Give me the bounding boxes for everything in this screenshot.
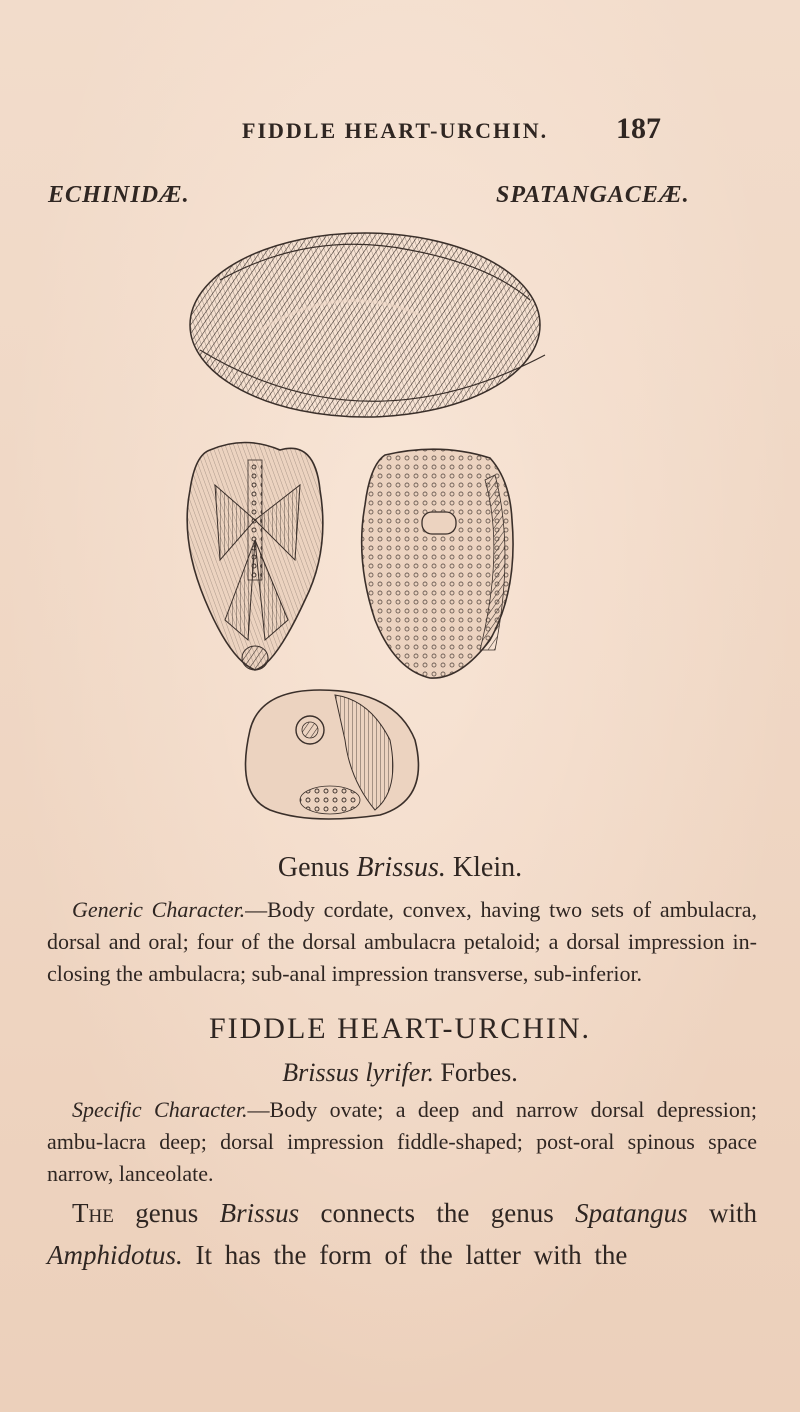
body-genus-amphidotus: Amphidotus. (47, 1240, 183, 1270)
posterior-view-figure (246, 690, 419, 819)
body-text-b: connects the genus (299, 1198, 576, 1228)
family-label: ECHINIDÆ. (48, 182, 190, 208)
specific-character-paragraph (47, 1094, 757, 1190)
genus-author: Klein. (452, 852, 523, 883)
genus-heading (0, 852, 800, 884)
body-text-d: It has the form of the latter with the (182, 1240, 628, 1270)
body-text-paragraph (47, 1192, 757, 1276)
oral-view-figure (362, 449, 513, 678)
species-binomial: Brissus lyrifer. (282, 1058, 434, 1087)
running-head (0, 112, 800, 152)
page-number: 187 (616, 112, 661, 145)
species-heading (0, 1058, 800, 1088)
species-common-name: FIDDLE HEART-URCHIN. (208, 1012, 592, 1045)
running-head-title: FIDDLE HEART-URCHIN. (242, 118, 549, 143)
body-genus-spatangus: Spatangus (575, 1198, 688, 1228)
genus-prefix: Genus (277, 852, 350, 883)
genus-name: Brissus. (356, 852, 446, 883)
body-text-c: with (687, 1198, 757, 1228)
generic-character-paragraph (47, 894, 757, 990)
generic-character-text: —Body cordate, convex, having two sets of ambulacra, dorsal and oral; four of the dorsal ambulacra petaloid; a dorsal impression in-closing the ambulacra; sub-anal impression transverse, sub-inferior. (47, 897, 757, 986)
subfamily-label: SPATANGACEÆ. (496, 182, 690, 208)
generic-character-label: Generic Character. (72, 897, 246, 922)
species-author: Forbes. (440, 1058, 518, 1087)
dorsal-view-figure (187, 443, 323, 671)
body-genus-brissus: Brissus (219, 1198, 300, 1228)
specific-character-text: —Body ovate; a deep and narrow dorsal depression; ambu-lacra deep; dorsal impression fiddle-shaped; post-oral spinous space narrow, lanceolate. (47, 1097, 757, 1186)
urchin-engraving-plate (160, 220, 600, 840)
spiny-urchin-figure (190, 233, 545, 417)
body-text-a: genus (113, 1198, 220, 1228)
body-text-the: The (72, 1198, 114, 1228)
specific-character-label: Specific Character. (72, 1097, 248, 1122)
